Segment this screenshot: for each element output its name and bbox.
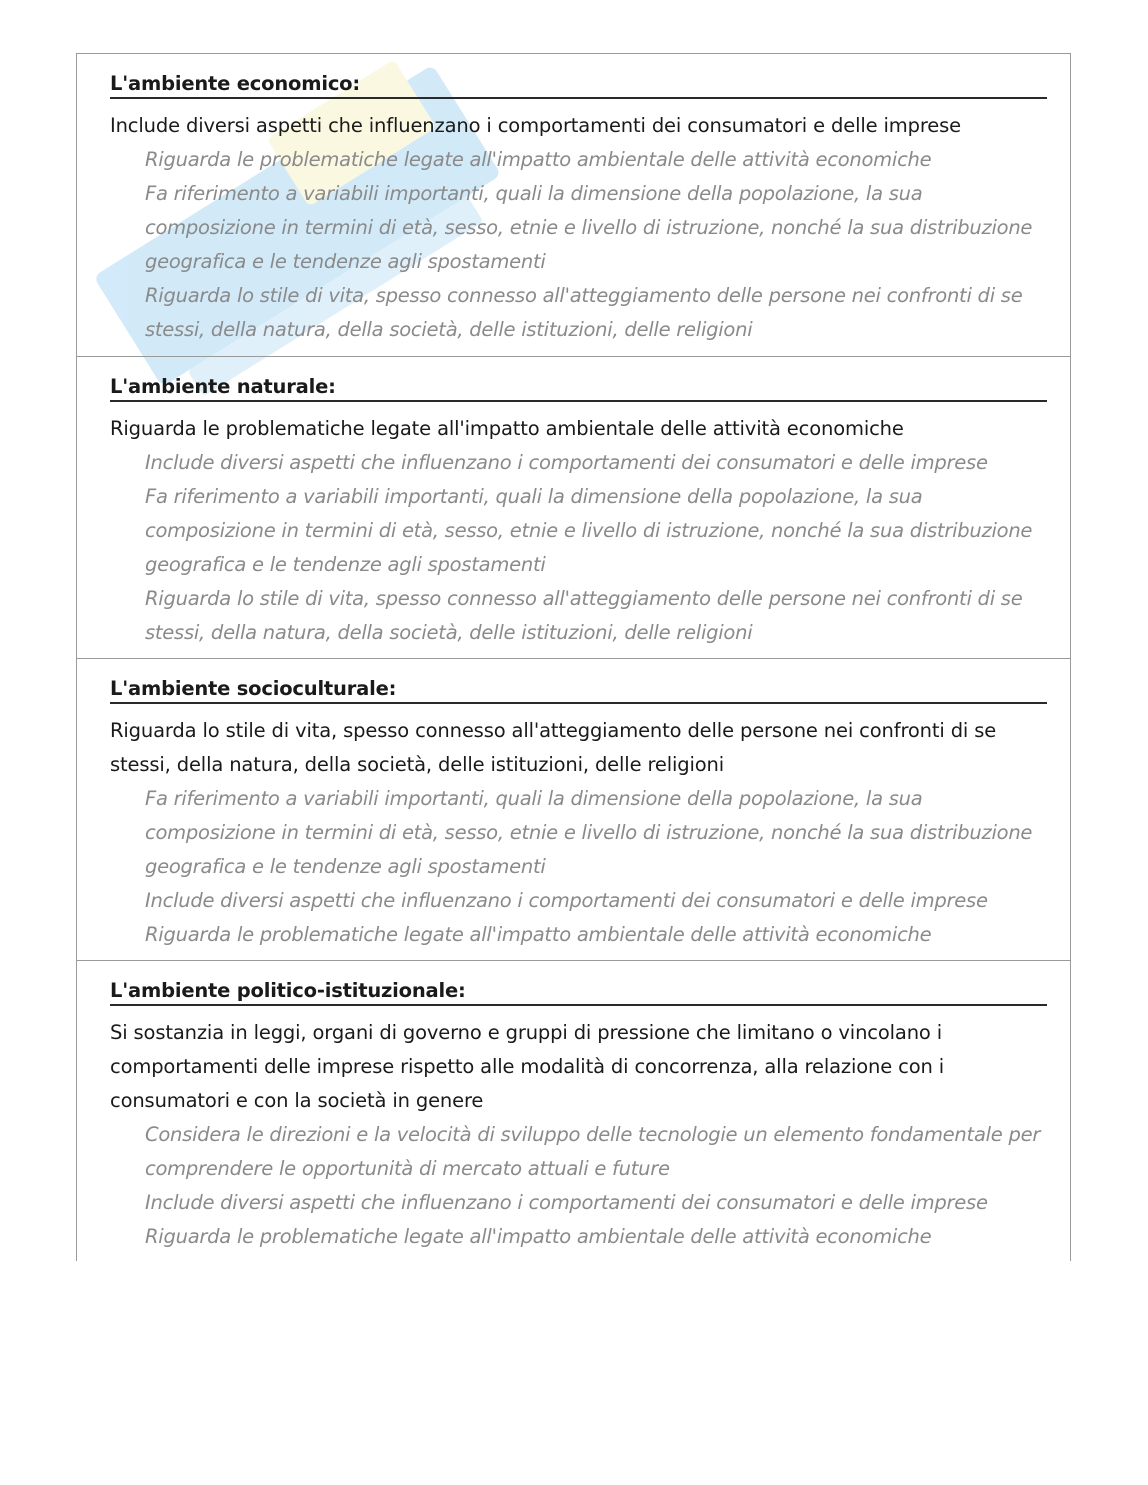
alternative-item: Considera le direzioni e la velocità di sviluppo delle tecnologie un elemento fondamentale per comprendere le opportunità di mercato attuali e future [145, 1123, 1041, 1180]
alternatives-list [110, 446, 1047, 650]
alternative-item: Riguarda lo stile di vita, spesso connesso all'atteggiamento delle persone nei confronti di se stessi, della natura, della società, delle istituzioni, delle religioni [145, 587, 1023, 644]
section-socioculturale [77, 659, 1070, 961]
alternatives-list [110, 143, 1047, 347]
alternative-item: Riguarda le problematiche legate all'impatto ambientale delle attività economiche [145, 148, 932, 171]
section-title: L'ambiente naturale: [110, 374, 1047, 402]
section-answer: Riguarda le problematiche legate all'impatto ambientale delle attività economiche [110, 417, 904, 440]
alternative-item: Fa riferimento a variabili importanti, quali la dimensione della popolazione, la sua composizione in termini di età, sesso, etnie e livello di istruzione, nonché la sua distribuzione geografica e le tendenze agli spostamenti [145, 182, 1033, 273]
alternative-item: Include diversi aspetti che influenzano i comportamenti dei consumatori e delle imprese [145, 889, 988, 912]
alternative-item: Include diversi aspetti che influenzano i comportamenti dei consumatori e delle imprese [145, 1191, 988, 1214]
section-answer: Include diversi aspetti che influenzano i comportamenti dei consumatori e delle imprese [110, 114, 961, 137]
alternative-item: Fa riferimento a variabili importanti, quali la dimensione della popolazione, la sua composizione in termini di età, sesso, etnie e livello di istruzione, nonché la sua distribuzione geografica e le tendenze agli spostamenti [145, 787, 1033, 878]
section-answer: Si sostanzia in leggi, organi di governo e gruppi di pressione che limitano o vincolano i comportamenti delle imprese rispetto alle modalità di concorrenza, alla relazione con i consumatori e con la società in genere [110, 1021, 945, 1112]
section-naturale [77, 357, 1070, 659]
alternative-item: Include diversi aspetti che influenzano i comportamenti dei consumatori e delle imprese [145, 451, 988, 474]
section-answer: Riguarda lo stile di vita, spesso connesso all'atteggiamento delle persone nei confronti di se stessi, della natura, della società, delle istituzioni, delle religioni [110, 719, 997, 776]
alternatives-list [110, 782, 1047, 952]
section-economico [77, 54, 1070, 357]
alternative-item: Fa riferimento a variabili importanti, quali la dimensione della popolazione, la sua composizione in termini di età, sesso, etnie e livello di istruzione, nonché la sua distribuzione geografica e le tendenze agli spostamenti [145, 485, 1033, 576]
section-title: L'ambiente socioculturale: [110, 676, 1047, 704]
alternatives-list [110, 1118, 1047, 1254]
alternative-item: Riguarda le problematiche legate all'impatto ambientale delle attività economiche [145, 923, 932, 946]
alternative-item: Riguarda le problematiche legate all'impatto ambientale delle attività economiche [145, 1225, 932, 1248]
section-politico-istituzionale [77, 961, 1070, 1262]
section-title: L'ambiente politico-istituzionale: [110, 978, 1047, 1006]
quiz-frame [76, 53, 1071, 1261]
alternative-item: Riguarda lo stile di vita, spesso connesso all'atteggiamento delle persone nei confronti di se stessi, della natura, della società, delle istituzioni, delle religioni [145, 284, 1023, 341]
section-title: L'ambiente economico: [110, 71, 1047, 99]
